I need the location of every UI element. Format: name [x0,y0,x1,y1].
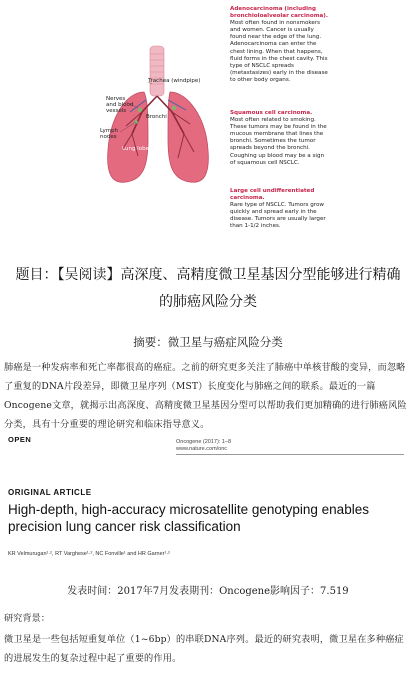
label-bronchi: Bronchi [146,114,167,120]
open-access-label: OPEN [8,435,32,444]
background-paragraph: 微卫星是一些包括短重复单位（1~6bp）的串联DNA序列。最近的研究表明，微卫星在多种癌症的进展发生的复杂过程中起了重要的作用。 [4,634,404,664]
background-heading: 研究背景： [4,613,50,624]
label-trachea: Trachea (windpipe) [148,78,201,84]
large-cell-heading: Large cell undifferentiated carcinoma. [230,188,315,202]
large-cell-block [230,188,330,231]
squamous-block [230,110,330,167]
lung-cancer-figure [86,0,330,242]
journal-citation: Oncogene (2017): 1–8 [176,439,232,445]
squamous-heading: Squamous cell carcinoma. [230,110,313,116]
label-lymph: Lymph nodes [100,128,119,140]
label-lung-lobe: Lung lobe [122,146,149,152]
abstract-line: 摘要：微卫星与癌症风险分类 [133,335,283,349]
paper-header-image [8,433,408,563]
title-line-2: 的肺癌风险分类 [159,294,257,310]
title-line-1: 题目：【吴阅读】高深度、高精度微卫星基因分型能够进行精确 [15,267,401,283]
article-title [0,262,416,316]
adenocarcinoma-heading: Adenocarcinoma (including bronchioloalveolar carcinoma). [230,6,328,20]
publication-info: 发表时间：2017年7月发表期刊：Oncogene影响因子：7.519 [67,586,349,597]
adenocarcinoma-block [230,6,330,84]
header-divider [176,454,404,455]
label-nerves: Nerves and blood vessels [106,96,134,114]
adenocarcinoma-text: Most often found in nonsmokers and women. Cancer is usually found near the edge of the lung. Adenocarcinoma can enter the chest lining. When that happens, fluid forms in the chest cavity. This type of NSCLC spreads (metastasizes) early in the disease to other body organs. [230,20,328,83]
journal-url: www.nature.com/onc [176,446,228,452]
paper-title: High-depth, high-accuracy microsatellite genotyping enables precision lung cancer risk classification [8,502,369,534]
article-kind: ORIGINAL ARTICLE [8,488,92,497]
paper-authors: KR Velmurugan¹·², RT Varghese¹·², NC Fonville¹ and HR Garner¹·² [8,551,170,557]
squamous-text: Most often related to smoking. These tumors may be found in the mucous membrane that lines the bronchi. Sometimes the tumor spreads beyond the bronchi. Coughing up blood may be a sign of squamous cell NSCLC. [230,117,327,166]
intro-paragraph: 肺癌是一种发病率和死亡率都很高的癌症。之前的研究更多关注了肺癌中单核苷酸的变异，而忽略了重复的DNA片段差异，即微卫星序列（MST）长度变化与肺癌之间的联系。最近的一篇Oncogene文章，就揭示出高深度、高精度微卫星基因分型可以帮助我们更加精确的进行肺癌风险分类，具有十分重要的理论研究和临床指导意义。 [4,362,407,430]
journal-info [176,439,231,453]
large-cell-text: Rare type of NSCLC. Tumors grow quickly and spread early in the disease. Tumors are usually larger than 1-1/2 inches. [230,202,326,230]
